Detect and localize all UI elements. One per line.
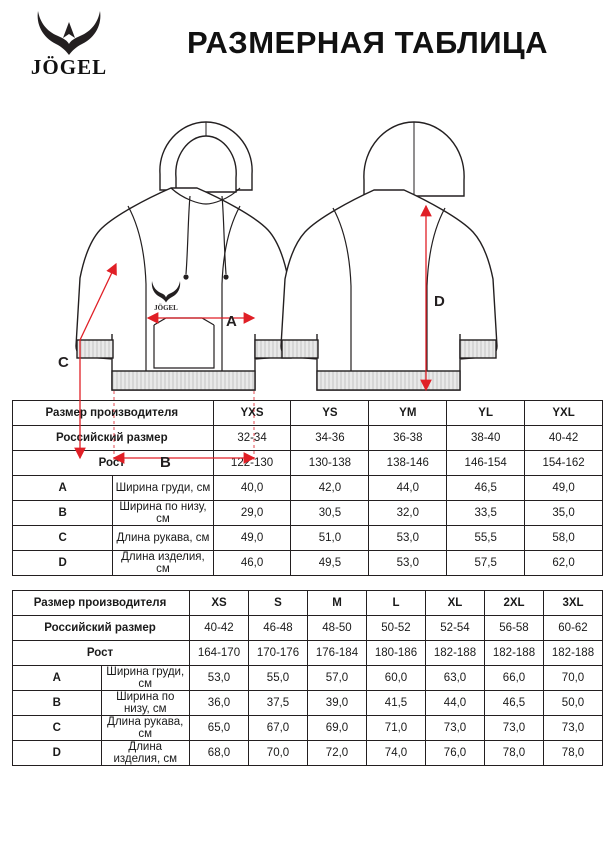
- cell-value: 41,5: [367, 691, 426, 716]
- row-letter-a: A: [13, 476, 113, 501]
- cell-value: 71,0: [367, 716, 426, 741]
- brand-logo: [14, 8, 124, 78]
- header-manufacturer-size-label: Размер производителя: [13, 591, 190, 616]
- cell-value: 176-184: [308, 641, 367, 666]
- row-label: Длина изделия, см: [113, 551, 213, 576]
- cell-value: 58,0: [525, 526, 603, 551]
- cell-value: 122-130: [213, 451, 291, 476]
- header-size-3xl: 3XL: [544, 591, 603, 616]
- cell-value: 53,0: [369, 526, 447, 551]
- label-sleeve-length: C: [58, 354, 69, 371]
- cell-value: 76,0: [426, 741, 485, 766]
- header-size-s: S: [249, 591, 308, 616]
- page-header: [0, 0, 615, 78]
- header-size-ym: YM: [369, 401, 447, 426]
- row-letter-c: C: [13, 526, 113, 551]
- cell-value: 72,0: [308, 741, 367, 766]
- page-title: РАЗМЕРНАЯ ТАБЛИЦА: [186, 25, 549, 60]
- cell-value: 32,0: [369, 501, 447, 526]
- header-size-xs: XS: [190, 591, 249, 616]
- row-letter-d: D: [13, 551, 113, 576]
- cell-value: 46-48: [249, 616, 308, 641]
- table-row: [13, 451, 603, 476]
- row-label: Рост: [13, 641, 190, 666]
- cell-value: 50,0: [544, 691, 603, 716]
- row-label: Длина рукава, см: [113, 526, 213, 551]
- cell-value: 36-38: [369, 426, 447, 451]
- cell-value: 46,5: [447, 476, 525, 501]
- row-letter-d: D: [13, 741, 102, 766]
- cell-value: 182-188: [426, 641, 485, 666]
- row-label: Рост: [13, 451, 214, 476]
- cell-value: 42,0: [291, 476, 369, 501]
- label-total-length: D: [434, 293, 445, 310]
- cell-value: 37,5: [249, 691, 308, 716]
- cell-value: 60,0: [367, 666, 426, 691]
- cell-value: 49,5: [291, 551, 369, 576]
- table-row: [13, 666, 603, 691]
- back-view: [281, 122, 497, 390]
- cell-value: 66,0: [485, 666, 544, 691]
- header-size-l: L: [367, 591, 426, 616]
- youth-size-table: [12, 400, 603, 576]
- cell-value: 55,0: [249, 666, 308, 691]
- cell-value: 74,0: [367, 741, 426, 766]
- label-bottom-width: B: [160, 454, 171, 471]
- row-label: Российский размер: [13, 616, 190, 641]
- cell-value: 78,0: [485, 741, 544, 766]
- table-row: [13, 716, 603, 741]
- table-header-row: [13, 401, 603, 426]
- header-size-m: M: [308, 591, 367, 616]
- cell-value: 60-62: [544, 616, 603, 641]
- row-label: Российский размер: [13, 426, 214, 451]
- cell-value: 29,0: [213, 501, 291, 526]
- cell-value: 36,0: [190, 691, 249, 716]
- row-label: Ширина груди, см: [113, 476, 213, 501]
- cell-value: 73,0: [544, 716, 603, 741]
- table-row: [13, 426, 603, 451]
- cell-value: 154-162: [525, 451, 603, 476]
- cell-value: 67,0: [249, 716, 308, 741]
- cell-value: 52-54: [426, 616, 485, 641]
- header-size-yl: YL: [447, 401, 525, 426]
- header-manufacturer-size-label: Размер производителя: [13, 401, 214, 426]
- cell-value: 33,5: [447, 501, 525, 526]
- cell-value: 46,5: [485, 691, 544, 716]
- cell-value: 44,0: [426, 691, 485, 716]
- row-letter-c: C: [13, 716, 102, 741]
- cell-value: 180-186: [367, 641, 426, 666]
- cell-value: 65,0: [190, 716, 249, 741]
- cell-value: 164-170: [190, 641, 249, 666]
- cell-value: 146-154: [447, 451, 525, 476]
- table-row: [13, 616, 603, 641]
- cell-value: 53,0: [190, 666, 249, 691]
- cell-value: 51,0: [291, 526, 369, 551]
- cell-value: 46,0: [213, 551, 291, 576]
- table-row: [13, 526, 603, 551]
- header-size-2xl: 2XL: [485, 591, 544, 616]
- cell-value: 40-42: [525, 426, 603, 451]
- cell-value: 69,0: [308, 716, 367, 741]
- svg-text:JÖGEL: JÖGEL: [154, 304, 178, 312]
- table-row: [13, 691, 603, 716]
- cell-value: 50-52: [367, 616, 426, 641]
- table-row: [13, 741, 603, 766]
- header-size-yxl: YXL: [525, 401, 603, 426]
- cell-value: 49,0: [213, 526, 291, 551]
- front-view: [76, 122, 292, 390]
- cell-value: 78,0: [544, 741, 603, 766]
- cell-value: 39,0: [308, 691, 367, 716]
- table-row: [13, 476, 603, 501]
- cell-value: 34-36: [291, 426, 369, 451]
- cell-value: 55,5: [447, 526, 525, 551]
- row-letter-a: A: [13, 666, 102, 691]
- bull-horns-icon: [32, 8, 106, 56]
- cell-value: 62,0: [525, 551, 603, 576]
- cell-value: 49,0: [525, 476, 603, 501]
- adult-size-table-wrap: [0, 590, 615, 766]
- cell-value: 53,0: [369, 551, 447, 576]
- cell-value: 44,0: [369, 476, 447, 501]
- youth-size-table-wrap: [0, 400, 615, 576]
- table-row: [13, 551, 603, 576]
- cell-value: 73,0: [426, 716, 485, 741]
- header-size-ys: YS: [291, 401, 369, 426]
- cell-value: 57,0: [308, 666, 367, 691]
- cell-value: 38-40: [447, 426, 525, 451]
- label-chest-width: A: [226, 313, 237, 330]
- cell-value: 48-50: [308, 616, 367, 641]
- cell-value: 30,5: [291, 501, 369, 526]
- row-label: Ширина по низу, см: [113, 501, 213, 526]
- cell-value: 70,0: [544, 666, 603, 691]
- cell-value: 70,0: [249, 741, 308, 766]
- row-label: Длина рукава, см: [101, 716, 190, 741]
- adult-size-table: [12, 590, 603, 766]
- cell-value: 73,0: [485, 716, 544, 741]
- cell-value: 40,0: [213, 476, 291, 501]
- header-size-yxs: YXS: [213, 401, 291, 426]
- cell-value: 170-176: [249, 641, 308, 666]
- cell-value: 63,0: [426, 666, 485, 691]
- brand-wordmark: JÖGEL: [30, 55, 108, 79]
- row-label: Длина изделия, см: [101, 741, 190, 766]
- cell-value: 182-188: [485, 641, 544, 666]
- row-letter-b: B: [13, 691, 102, 716]
- cell-value: 182-188: [544, 641, 603, 666]
- cell-value: 138-146: [369, 451, 447, 476]
- cell-value: 130-138: [291, 451, 369, 476]
- cell-value: 68,0: [190, 741, 249, 766]
- row-letter-b: B: [13, 501, 113, 526]
- cell-value: 40-42: [190, 616, 249, 641]
- cell-value: 32-34: [213, 426, 291, 451]
- header-size-xl: XL: [426, 591, 485, 616]
- row-label: Ширина по низу, см: [101, 691, 190, 716]
- table-header-row: [13, 591, 603, 616]
- cell-value: 56-58: [485, 616, 544, 641]
- table-row: [13, 641, 603, 666]
- row-label: Ширина груди, см: [101, 666, 190, 691]
- cell-value: 57,5: [447, 551, 525, 576]
- cell-value: 35,0: [525, 501, 603, 526]
- table-row: [13, 501, 603, 526]
